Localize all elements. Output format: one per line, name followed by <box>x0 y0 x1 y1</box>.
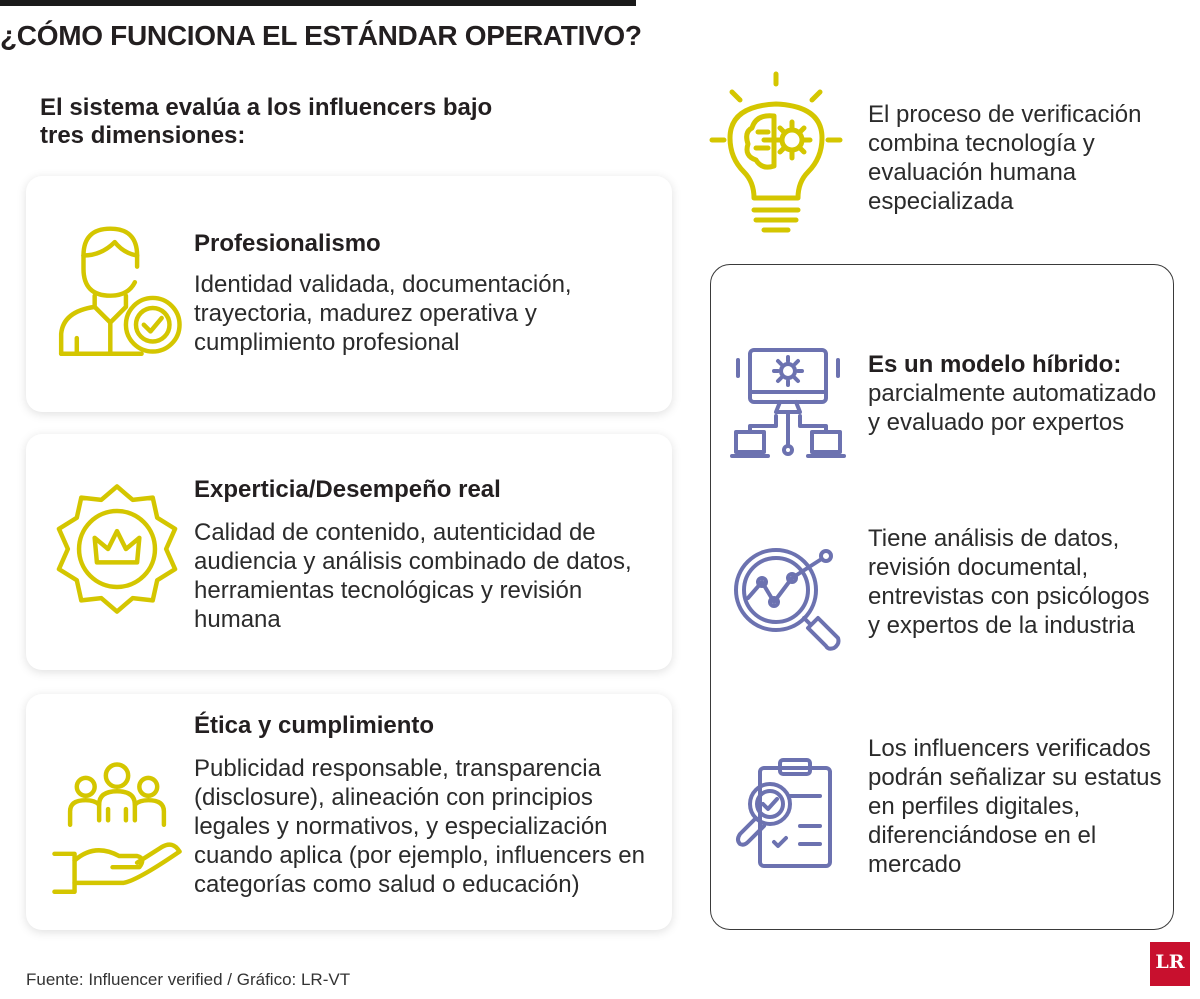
crown-badge-icon <box>50 482 184 616</box>
verified-status-text: Los influencers verificados podrán señalizar su estatus en perfiles digitales, diferenciándose en el mercado <box>868 735 1162 878</box>
dimension-card-expertise <box>26 434 672 670</box>
process-text: El proceso de verificación combina tecnología y evaluación humana especializada <box>868 101 1142 215</box>
dimension-title: Experticia/Desempeño real <box>194 476 501 503</box>
lightbulb-brain-gear-icon <box>706 70 846 234</box>
hybrid-model-desc: parcialmente automatizado y evaluado por expertos <box>868 380 1157 436</box>
magnifier-chart-icon <box>730 540 846 656</box>
source-footer: Fuente: Influencer verified / Gráfico: LR-VT <box>26 970 351 989</box>
lr-logo: LR <box>1150 942 1190 986</box>
analysis-text: Tiene análisis de datos, revisión documental, entrevistas con psicólogos y expertos de la industria <box>868 525 1150 639</box>
page-title: ¿CÓMO FUNCIONA EL ESTÁNDAR OPERATIVO? <box>0 20 642 51</box>
dimension-text: Identidad validada, documentación, trayectoria, madurez operativa y cumplimiento profesional <box>194 271 572 356</box>
computer-network-gear-icon <box>730 346 846 462</box>
dimension-card-professionalism <box>26 176 672 412</box>
dimension-title: Ética y cumplimiento <box>194 712 435 739</box>
dimension-card-ethics <box>26 694 672 930</box>
dimension-text: Calidad de contenido, autenticidad de audiencia y análisis combinado de datos, herramientas tecnológicas y revisión humana <box>194 519 632 633</box>
hybrid-model-text <box>868 350 1168 437</box>
dimension-text: Publicidad responsable, transparencia (disclosure), alineación con principios legales y normativos, y especialización cuando aplica (por ejemplo, influencers en categorías como salud o educación) <box>194 755 645 898</box>
intro-text: El sistema evalúa a los influencers bajo tres dimensiones: <box>40 94 493 149</box>
clipboard-magnifier-check-icon <box>730 756 846 872</box>
dimension-title: Profesionalismo <box>194 230 381 257</box>
professional-person-check-icon <box>50 222 184 356</box>
top-rule <box>0 0 636 6</box>
hand-people-icon <box>50 760 184 894</box>
hybrid-model-label: Es un modelo híbrido: <box>868 351 1122 378</box>
